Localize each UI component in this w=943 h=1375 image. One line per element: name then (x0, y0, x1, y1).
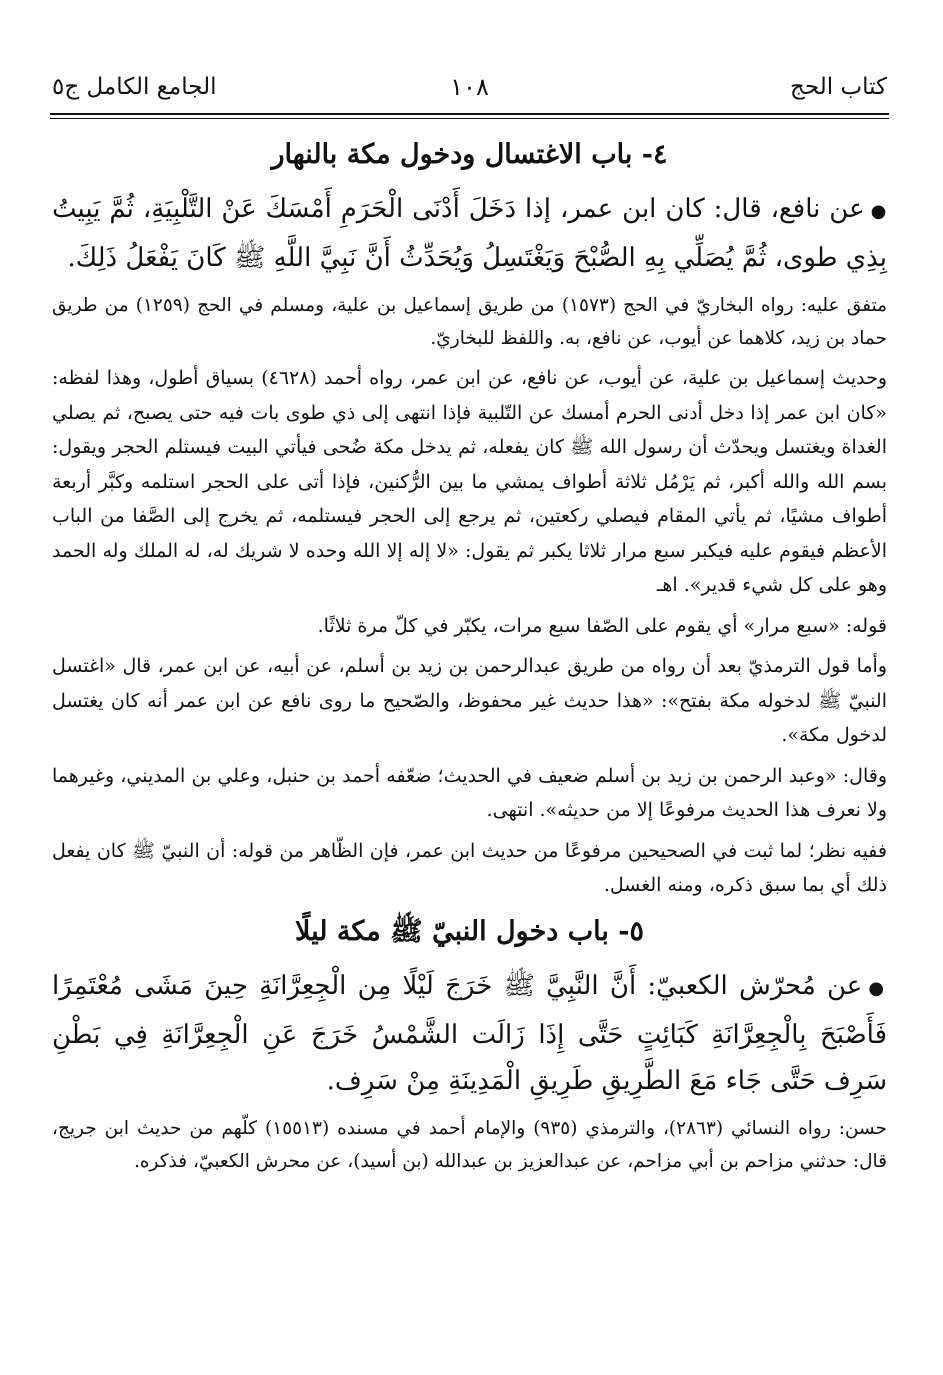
takhrij-text: متفق عليه: رواه البخاريّ في الحج (١٥٧٣) من طريق إسماعيل بن علية، ومسلم في الحج (١٢٥٩) من طريق حماد بن زيد، كلاهما عن أيوب، عن نافع، به. واللفظ للبخاريّ. (52, 295, 888, 349)
section-title: ٤- باب الاغتسال ودخول مكة بالنهار (271, 139, 668, 170)
commentary-paragraph: وقال: «وعبد الرحمن بن زيد بن أسلم ضعيف في الحديث؛ ضعّفه أحمد بن حنبل، وعلي بن المديني، وغيرهما ولا نعرف هذا الحديث مرفوعًا إلا من حديثه». انتهى. (52, 764, 887, 821)
header-rule (50, 113, 889, 119)
header-chapter: كتاب الحج (790, 74, 887, 100)
page-header (52, 70, 887, 104)
hadith-text: ●عن نافع، قال: كان ابن عمر، إذا دَخَلَ أَدْنَى الْحَرَمِ أَمْسَكَ عَنْ التَّلْبِيَةِ، ثُمَّ يَبِيتُ بِذِي طوى، ثُمَّ يُصَلِّي بِهِ الصُّبْحَ وَيَغْتَسِلُ وَيُحَدِّثُ أَنَّ نَبِيَّ اللَّهِ ﷺ كَانَ يَفْعَلُ ذَلِكَ. (52, 194, 887, 273)
header-book-title: الجامع الكامل ج٥ (52, 74, 217, 100)
section-4 (52, 134, 887, 903)
hadith-text: ●عن مُحرّش الكعبيّ: أَنَّ النَّبِيَّ ﷺ خَرَجَ لَيْلًا مِن الْجِعِرَّانَةِ حِينَ مَشَى مُعْتَمِرًا فَأَصْبَحَ بِالْجِعِرَّانَةِ كَبَائِتٍ حَتَّى إِذَا زَالَت الشَّمْسُ خَرَجَ عَنِ الْجِعِرَّانَةِ فِي بَطْنِ سَرِف حَتَّى جَاء مَعَ الطَّرِيقِ طَرِيقِ الْمَدِينَةِ مِنْ سَرِف. (52, 970, 887, 1096)
page-number: ١٠٨ (450, 73, 489, 101)
bullet-icon: ● (868, 977, 887, 999)
bullet-icon: ● (870, 201, 887, 222)
commentary-paragraph: وحديث إسماعيل بن علية، عن أيوب، عن نافع، عن ابن عمر، رواه أحمد (٤٦٢٨) بسياق أطول، وهذا لفظه: «كان ابن عمر إذا دخل أدنى الحرم أمسك عن التّلبية فإذا انتهى إلى ذي طوى بات فيه حتى يصبح، ثم يصلي الغداة ويغتسل ويحدّث أن رسول الله ﷺ كان يفعله، ثم يدخل مكة ضُحى فيأتي البيت فيستلم الحجر ويقول: بسم الله والله أكبر، ثم يَرْمُل ثلاثة أطواف يمشي ما بين الرُّكنين، فإذا أتى على الحجر استلمه وكبَّر أربعة أطواف مشيًا، ثم يأتي المقام فيصلي ركعتين، ثم يرجع إلى الحجر فيستلمه، ثم يخرج إلى الصَّفا من الباب الأعظم فيقوم عليه فيكبر سبع مرار ثلاثا يكبر ثم يقول: «لا إله إلا الله وحده لا شريك له، له الملك وله الحمد وهو على كل شيء قدير». اهـ (52, 367, 888, 596)
section-title: ٥- باب دخول النبيّ ﷺ مكة ليلًا (294, 915, 645, 947)
commentary-paragraph: ففيه نظر؛ لما ثبت في الصحيحين مرفوعًا من حديث ابن عمر، فإن الظّاهر من قوله: أن النبيّ ﷺ كان يفعل ذلك أي بما سبق ذكره، ومنه الغسل. (52, 839, 887, 896)
commentary-paragraph: وأما قول الترمذيّ بعد أن رواه من طريق عبدالرحمن بن زيد بن أسلم، عن أبيه، عن ابن عمر، قال «اغتسل النبيّ ﷺ لدخوله مكة بفتح»: «هذا حديث غير محفوظ، والصّحيح ما روى نافع عن ابن عمر أنه كان يغتسل لدخول مكة». (52, 655, 887, 746)
page-content (52, 134, 887, 1184)
commentary-paragraph: قوله: «سبع مرار» أي يقوم على الصّفا سبع مرات، يكبّر في كلّ مرة ثلاثًا. (317, 614, 887, 637)
takhrij-text: حسن: رواه النسائي (٢٨٦٣)، والترمذي (٩٣٥) والإمام أحمد في مسنده (١٥٥١٣) كلّهم من حديث ابن جريج، قال: حدثني مزاحم بن أبي مزاحم، عن عبدالعزيز بن عبدالله (بن أسيد)، عن محرش الكعبيّ، فذكره. (52, 1117, 887, 1172)
section-5 (52, 911, 887, 1178)
